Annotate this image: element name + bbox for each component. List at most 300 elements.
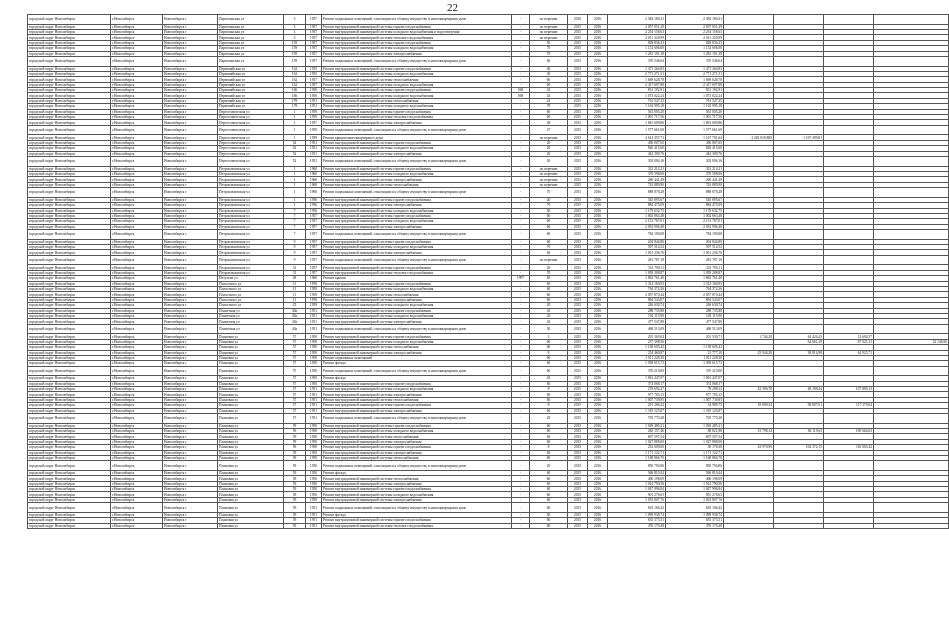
cell-cost-a: 826 415,60 xyxy=(666,146,724,151)
cell-year-a: - xyxy=(512,15,530,25)
cell-year-a: - xyxy=(512,98,530,103)
cell-cost-a: 1 027 888,00 xyxy=(666,439,724,444)
cell-city: г.Новосибирск xyxy=(111,414,163,424)
cell-total-cost: 697 597,54 xyxy=(608,434,666,439)
cell-cost-a: 476 170,48 xyxy=(666,523,724,528)
cell-house: 31 xyxy=(284,270,306,275)
cell-locality: Новосибирск г xyxy=(163,361,218,366)
cell-year: 1957 xyxy=(306,15,322,25)
cell-city: г.Новосибирск xyxy=(111,350,163,355)
cell-year: 1950 xyxy=(306,334,322,339)
cell-city: г.Новосибирск xyxy=(111,29,163,34)
cell-year: 1950 xyxy=(306,361,322,366)
cell-year-to: 2016 xyxy=(588,270,608,275)
cell-municipality: городской округ Новосибирск xyxy=(28,88,111,93)
cell-quantity: 60 xyxy=(530,213,568,218)
cell-work-type: Ремонт внутридомовой инженерной системы теплоснабжения xyxy=(322,182,512,187)
cell-house: 57 xyxy=(284,381,306,386)
cell-city: г.Новосибирск xyxy=(111,51,163,56)
cell-city: г.Новосибирск xyxy=(111,109,163,114)
cell-year-from: 2015 xyxy=(568,303,588,308)
table-row xyxy=(28,156,949,166)
cell-total-cost: 246 630,74 xyxy=(608,303,666,308)
cell-municipality: городской округ Новосибирск xyxy=(28,503,111,513)
cell-municipality: городской округ Новосибирск xyxy=(28,125,111,135)
cell-total-cost: 2 057 870,44 xyxy=(608,292,666,297)
cell-year-to: 2016 xyxy=(588,281,608,286)
cell-total-cost: 1 073 022,24 xyxy=(608,93,666,98)
cell-year-a: - xyxy=(512,376,530,381)
cell-locality: Новосибирск г xyxy=(163,492,218,497)
cell-house: 7 xyxy=(284,219,306,224)
cell-year-a: - xyxy=(512,245,530,250)
cell-city: г.Новосибирск xyxy=(111,224,163,229)
cell-year-a: - xyxy=(512,303,530,308)
cell-quantity: 60 xyxy=(530,470,568,475)
cell-locality: Новосибирск г xyxy=(163,146,218,151)
cell-cost-d xyxy=(824,523,874,528)
cell-cost-a: 884 475,09 xyxy=(666,203,724,208)
cell-year-a: - xyxy=(512,265,530,270)
cell-street: Первомайская ул xyxy=(218,71,284,76)
cell-cost-c xyxy=(774,125,824,135)
cell-city: г.Новосибирск xyxy=(111,308,163,313)
cell-year-from: 2015 xyxy=(568,481,588,486)
cell-locality: Новосибирск г xyxy=(163,324,218,334)
cell-cost-d xyxy=(824,414,874,424)
cell-cost-a: 281 787,18 xyxy=(666,255,724,265)
cell-municipality: городской округ Новосибирск xyxy=(28,46,111,51)
cell-total-cost: 302 094,16 xyxy=(608,156,666,166)
cell-year-to: 2016 xyxy=(588,46,608,51)
cell-work-type: Ремонт внутридомовой инженерной системы холодного водоснабжения xyxy=(322,171,512,176)
cell-house: 178 xyxy=(284,104,306,109)
cell-quantity: 70 xyxy=(530,46,568,51)
cell-cost-a: 1 073 022,24 xyxy=(666,93,724,98)
cell-cost-c xyxy=(774,156,824,166)
cell-cost-a: 406 198,09 xyxy=(666,476,724,481)
cell-house: 59 xyxy=(284,487,306,492)
cell-year: 1950 xyxy=(306,455,322,460)
cell-work-type: Ремонт внутридомовой инженерной системы горячего водоснабжения xyxy=(322,308,512,313)
cell-locality: Новосибирск г xyxy=(163,250,218,255)
cell-municipality: городской округ Новосибирск xyxy=(28,213,111,218)
cell-year-from: 2015 xyxy=(568,40,588,45)
cell-quantity: по перечню xyxy=(530,171,568,176)
cell-street: Партизанская ул xyxy=(218,46,284,51)
cell-municipality: городской округ Новосибирск xyxy=(28,250,111,255)
cell-house: 59 xyxy=(284,439,306,444)
cell-year: 1951 xyxy=(306,503,322,513)
cell-year-from: 2015 xyxy=(568,156,588,166)
cell-city: г.Новосибирск xyxy=(111,82,163,87)
cell-year-to: 2016 xyxy=(588,56,608,66)
cell-year: 1951 xyxy=(306,387,322,392)
cell-cost-a: 1 058 615,73 xyxy=(666,361,724,366)
cell-year: 1955 xyxy=(306,66,322,71)
cell-year: 1951 xyxy=(306,523,322,528)
cell-work-type: Ремонт внутридомовой инженерной системы холодного водоснабжения и водоотведения xyxy=(322,29,512,34)
cell-street: Плановая ул xyxy=(218,334,284,339)
cell-year-to: 2016 xyxy=(588,166,608,171)
table-row xyxy=(28,414,949,424)
cell-year-to: 2016 xyxy=(588,276,608,281)
cell-street: Плахотного ул xyxy=(218,281,284,286)
cell-locality: Новосибирск г xyxy=(163,287,218,292)
cell-street: Петропавловская ул xyxy=(218,255,284,265)
cell-total-cost: 1 577 661,69 xyxy=(608,125,666,135)
cell-city: г.Новосибирск xyxy=(111,339,163,344)
cell-year-a: - xyxy=(512,470,530,475)
cell-work-type: Ремонт внутридомовой инженерной системы электроснабжения xyxy=(322,120,512,125)
cell-locality: Новосибирск г xyxy=(163,439,218,444)
cell-year-a: - xyxy=(512,146,530,151)
cell-year: 1950 xyxy=(306,461,322,471)
cell-year-from: 2015 xyxy=(568,230,588,240)
cell-cost-e: 32 146,96 xyxy=(874,339,949,344)
cell-work-type: Ремонт внутридомовой инженерной системы электроснабжения xyxy=(322,319,512,324)
cell-city: г.Новосибирск xyxy=(111,487,163,492)
cell-year: 1957 xyxy=(306,245,322,250)
cell-locality: Новосибирск г xyxy=(163,423,218,428)
cell-year: 1950 xyxy=(306,476,322,481)
cell-locality: Новосибирск г xyxy=(163,239,218,244)
cell-cost-a: 1 007 739,85 xyxy=(666,397,724,402)
cell-cost-e xyxy=(874,255,949,265)
cell-year-from: 2015 xyxy=(568,361,588,366)
cell-quantity: 60 xyxy=(530,492,568,497)
cell-cost-a: 743 889,90 xyxy=(666,182,724,187)
cell-street: Петропавловская ул xyxy=(218,245,284,250)
cell-street: Плахотного ул xyxy=(218,303,284,308)
cell-street: Плановая ул xyxy=(218,423,284,428)
cell-year-from: 2015 xyxy=(568,381,588,386)
cell-cost-a: 1 163 995,18 xyxy=(666,104,724,109)
cell-house: 9 xyxy=(284,239,306,244)
cell-city: г.Новосибирск xyxy=(111,450,163,455)
cell-house: 162 xyxy=(284,82,306,87)
cell-house: 57 xyxy=(284,339,306,344)
cell-municipality: городской округ Новосибирск xyxy=(28,71,111,76)
cell-year-from: 2015 xyxy=(568,512,588,517)
cell-street: Плахотного ул xyxy=(218,292,284,297)
cell-quantity: 20 xyxy=(530,303,568,308)
cell-quantity: 70 xyxy=(530,245,568,250)
cell-locality: Новосибирск г xyxy=(163,339,218,344)
cell-city: г.Новосибирск xyxy=(111,270,163,275)
cell-city: г.Новосибирск xyxy=(111,46,163,51)
cell-municipality: городской округ Новосибирск xyxy=(28,51,111,56)
cell-city: г.Новосибирск xyxy=(111,98,163,103)
cell-total-cost: 894 543,07 xyxy=(608,297,666,302)
cell-house: 59 xyxy=(284,497,306,502)
cell-house: 52 xyxy=(284,156,306,166)
cell-street: Плановая ул xyxy=(218,487,284,492)
table-row xyxy=(28,461,949,471)
cell-year-to: 2016 xyxy=(588,188,608,198)
cell-municipality: городской округ Новосибирск xyxy=(28,29,111,34)
cell-cost-a: 1 059 208,87 xyxy=(666,270,724,275)
cell-house: 59 xyxy=(284,428,306,433)
cell-locality: Новосибирск г xyxy=(163,197,218,202)
cell-work-type: Ремонт внутридомовой инженерной системы холодного водоснабжения xyxy=(322,245,512,250)
cell-municipality: городской округ Новосибирск xyxy=(28,276,111,281)
cell-cost-b: 43 978,96 xyxy=(724,445,774,450)
cell-total-cost: 370 598,06 xyxy=(608,171,666,176)
cell-work-type: Ремонт внутридомовой инженерной системы электроснабжения xyxy=(322,250,512,255)
cell-total-cost: 2 384 180,41 xyxy=(608,15,666,25)
cell-total-cost: 1 014 790,56 xyxy=(608,481,666,486)
cell-municipality: городской округ Новосибирск xyxy=(28,392,111,397)
cell-quantity: 60 xyxy=(530,109,568,114)
cell-year-from: 2015 xyxy=(568,203,588,208)
cell-locality: Новосибирск г xyxy=(163,15,218,25)
cell-cost-e xyxy=(874,15,949,25)
cell-locality: Новосибирск г xyxy=(163,376,218,381)
cell-street: Петропавловская ул xyxy=(218,270,284,275)
cell-municipality: городской округ Новосибирск xyxy=(28,355,111,360)
cell-street: Плановая ул xyxy=(218,461,284,471)
cell-house: 7 xyxy=(284,208,306,213)
cell-year: 1957 xyxy=(306,40,322,45)
cell-city: г.Новосибирск xyxy=(111,366,163,376)
cell-quantity: 60 xyxy=(530,434,568,439)
cell-work-type: Ремонт внутридомовой инженерной системы горячего водоснабжения xyxy=(322,239,512,244)
cell-city: г.Новосибирск xyxy=(111,324,163,334)
cell-city: г.Новосибирск xyxy=(111,188,163,198)
cell-year: 1957 xyxy=(306,35,322,40)
cell-city: г.Новосибирск xyxy=(111,197,163,202)
cell-year-to: 2016 xyxy=(588,339,608,344)
cell-year-to: 2016 xyxy=(588,319,608,324)
cell-locality: Новосибирск г xyxy=(163,518,218,523)
cell-total-cost: 1 051 236,76 xyxy=(608,250,666,255)
cell-year-to: 2016 xyxy=(588,255,608,265)
cell-house: 57 xyxy=(284,361,306,366)
cell-cost-d xyxy=(824,324,874,334)
cell-municipality: городской округ Новосибирск xyxy=(28,109,111,114)
table-row xyxy=(28,523,949,528)
cell-year-to: 2016 xyxy=(588,171,608,176)
cell-street: Первомайская ул xyxy=(218,82,284,87)
cell-year: 1957 xyxy=(306,255,322,265)
cell-year-from: 2015 xyxy=(568,66,588,71)
cell-city: г.Новосибирск xyxy=(111,151,163,156)
cell-year-a: - xyxy=(512,188,530,198)
cell-quantity: 40 xyxy=(530,66,568,71)
cell-year-to: 2016 xyxy=(588,140,608,145)
cell-year-a: - xyxy=(512,319,530,324)
cell-house: 1 xyxy=(284,166,306,171)
cell-total-cost: 1 281 191,38 xyxy=(608,51,666,56)
cell-street: Первомайская ул xyxy=(218,66,284,71)
cell-year-a: - xyxy=(512,156,530,166)
capital-repair-table xyxy=(27,14,947,529)
cell-year-to: 2016 xyxy=(588,29,608,34)
cell-year-a: - xyxy=(512,455,530,460)
cell-total-cost: 1 171 122,71 xyxy=(608,450,666,455)
cell-cost-d xyxy=(824,125,874,135)
cell-year-to: 2016 xyxy=(588,366,608,376)
cell-year-from: 2015 xyxy=(568,24,588,29)
cell-cost-a: 697 597,54 xyxy=(666,434,724,439)
cell-cost-e xyxy=(874,125,949,135)
cell-year-a: - xyxy=(512,487,530,492)
cell-year-a: - xyxy=(512,355,530,360)
cell-year-a: - xyxy=(512,125,530,135)
cell-year-a: - xyxy=(512,171,530,176)
cell-street: Плановая ул xyxy=(218,434,284,439)
cell-year-to: 2016 xyxy=(588,324,608,334)
cell-municipality: городской округ Новосибирск xyxy=(28,428,111,433)
cell-year: 1960 xyxy=(306,188,322,198)
cell-year: 1960 xyxy=(306,276,322,281)
cell-city: г.Новосибирск xyxy=(111,208,163,213)
cell-year: 1957 xyxy=(306,120,322,125)
cell-year-from: 2015 xyxy=(568,120,588,125)
cell-year-a: - xyxy=(512,423,530,428)
cell-quantity: 78 xyxy=(530,104,568,109)
cell-year-a: - xyxy=(512,35,530,40)
cell-year-a: - xyxy=(512,182,530,187)
cell-year-to: 2016 xyxy=(588,156,608,166)
cell-year-a: - xyxy=(512,82,530,87)
cell-year-a: - xyxy=(512,518,530,523)
cell-year-from: 2015 xyxy=(568,439,588,444)
cell-cost-b xyxy=(724,56,774,66)
cell-year-from: 2015 xyxy=(568,29,588,34)
cell-street: Плановая ул xyxy=(218,345,284,350)
cell-work-type: Ремонт подвальных помещений, относящихся к общему имуществу в многоквартирном доме xyxy=(322,56,512,66)
cell-work-type: Ремонт подвальных помещений, относящихся к общему имуществу в многоквартирном доме xyxy=(322,366,512,376)
cell-street: Плановая ул xyxy=(218,414,284,424)
cell-house: 178 xyxy=(284,98,306,103)
cell-house: 1 xyxy=(284,197,306,202)
cell-street: Петропавловская ул xyxy=(218,182,284,187)
cell-cost-d xyxy=(824,503,874,513)
cell-year-from: 2015 xyxy=(568,82,588,87)
cell-city: г.Новосибирск xyxy=(111,428,163,433)
cell-cost-a: 901 278,65 xyxy=(666,492,724,497)
cell-cost-d xyxy=(824,366,874,376)
cell-work-type: Ремонт внутридомовой инженерной системы горячего водоснабжения xyxy=(322,140,512,145)
cell-year-a: - xyxy=(512,381,530,386)
cell-total-cost: 406 198,09 xyxy=(608,476,666,481)
cell-total-cost: 370 210,00 xyxy=(608,366,666,376)
cell-cost-a: 2 131 767,01 xyxy=(666,219,724,224)
cell-total-cost: 597 514,52 xyxy=(608,245,666,250)
cell-year-to: 2016 xyxy=(588,104,608,109)
cell-quantity: 20 xyxy=(530,197,568,202)
cell-house: 1 xyxy=(284,120,306,125)
cell-city: г.Новосибирск xyxy=(111,361,163,366)
cell-city: г.Новосибирск xyxy=(111,319,163,324)
cell-municipality: городской округ Новосибирск xyxy=(28,281,111,286)
cell-work-type: Ремонт внутридомовой инженерной системы электроснабжения xyxy=(322,151,512,156)
cell-year-from: 2015 xyxy=(568,182,588,187)
cell-quantity: 60 xyxy=(530,455,568,460)
cell-total-cost: 635 166,42 xyxy=(608,503,666,513)
cell-year: 1956 xyxy=(306,93,322,98)
cell-cost-a: 260 441,49 xyxy=(666,177,724,182)
cell-locality: Новосибирск г xyxy=(163,313,218,318)
cell-cost-b xyxy=(724,156,774,166)
cell-municipality: городской округ Новосибирск xyxy=(28,35,111,40)
cell-total-cost: 1 027 888,00 xyxy=(608,439,666,444)
cell-cost-a: 764 374,36 xyxy=(666,287,724,292)
cell-house: 1 xyxy=(284,188,306,198)
cell-city: г.Новосибирск xyxy=(111,408,163,413)
cell-cost-d xyxy=(824,255,874,265)
cell-work-type: Ремонт внутридомовой инженерной системы холодного водоснабжения xyxy=(322,339,512,344)
cell-street: Петропавловская ул xyxy=(218,203,284,208)
cell-quantity: 20 xyxy=(530,461,568,471)
cell-municipality: городской округ Новосибирск xyxy=(28,255,111,265)
cell-cost-a: 246 630,74 xyxy=(666,303,724,308)
cell-city: г.Новосибирск xyxy=(111,439,163,444)
cell-year-from: 2015 xyxy=(568,366,588,376)
cell-locality: Новосибирск г xyxy=(163,219,218,224)
cell-city: г.Новосибирск xyxy=(111,297,163,302)
cell-total-cost: 1 168 866,70 xyxy=(608,455,666,460)
cell-cost-a: 442 309,76 xyxy=(666,151,724,156)
cell-year: 1950 xyxy=(306,339,322,344)
cell-street: Переселенческая ул xyxy=(218,125,284,135)
cell-year: 1957 xyxy=(306,265,322,270)
table-row xyxy=(28,255,949,265)
cell-municipality: городской округ Новосибирск xyxy=(28,303,111,308)
cell-municipality: городской округ Новосибирск xyxy=(28,24,111,29)
cell-year-to: 2016 xyxy=(588,250,608,255)
cell-year-from: 2015 xyxy=(568,503,588,513)
cell-cost-b xyxy=(724,15,774,25)
cell-year-a: - xyxy=(512,239,530,244)
cell-cost-a: 2 254 158,63 xyxy=(666,29,724,34)
cell-year-to: 2016 xyxy=(588,518,608,523)
cell-city: г.Новосибирск xyxy=(111,245,163,250)
cell-quantity: 60 xyxy=(530,56,568,66)
cell-quantity: 60 xyxy=(530,439,568,444)
cell-cost-a: 1 577 661,69 xyxy=(666,125,724,135)
cell-year-from: 2015 xyxy=(568,208,588,213)
cell-total-cost: 1 312 160,93 xyxy=(608,281,666,286)
cell-total-cost: 1 863 761,40 xyxy=(608,276,666,281)
cell-year: 1957 xyxy=(306,230,322,240)
cell-year-a: - xyxy=(512,308,530,313)
cell-cost-e xyxy=(874,461,949,471)
cell-cost-d: 117 379,04 xyxy=(824,403,874,408)
cell-house: 162 xyxy=(284,66,306,71)
cell-year-from: 2015 xyxy=(568,135,588,140)
cell-cost-a: 78 298,12 xyxy=(666,387,724,392)
cell-work-type: Ремонт внутридомовой инженерной системы электроснабжения xyxy=(322,224,512,229)
cell-locality: Новосибирск г xyxy=(163,171,218,176)
cell-street: Петропавловская ул xyxy=(218,213,284,218)
cell-year: 1950 xyxy=(306,487,322,492)
cell-quantity: по перечню xyxy=(530,135,568,140)
cell-total-cost: 1 471 364,83 xyxy=(608,66,666,71)
cell-locality: Новосибирск г xyxy=(163,345,218,350)
cell-total-cost: 252 609,60 xyxy=(608,445,666,450)
cell-locality: Новосибирск г xyxy=(163,156,218,166)
cell-locality: Новосибирск г xyxy=(163,297,218,302)
cell-year-from: 2015 xyxy=(568,345,588,350)
cell-total-cost: 102 115,90 xyxy=(608,313,666,318)
cell-year-from: 2015 xyxy=(568,151,588,156)
cell-quantity: 43 xyxy=(530,376,568,381)
cell-total-cost: 237 398,56 xyxy=(608,339,666,344)
cell-year-from: 2015 xyxy=(568,213,588,218)
